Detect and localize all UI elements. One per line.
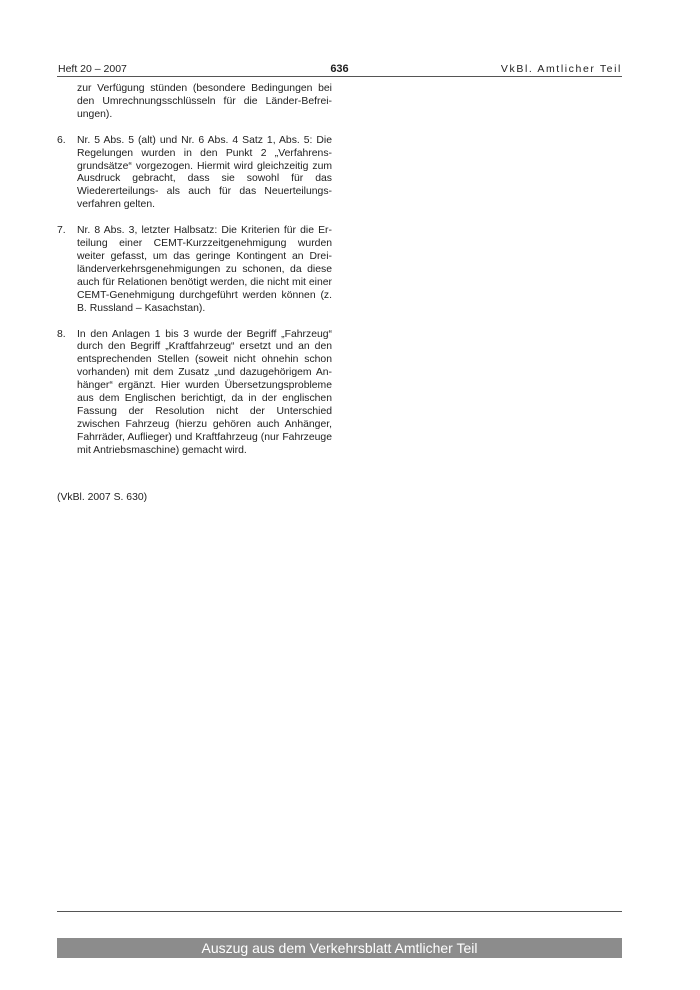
paragraph-continuation — [57, 83, 332, 122]
paragraph-number: 7. — [57, 225, 66, 237]
paragraph-text: zur Verfügung stünden (besondere Bedingungen bei den Umrechnungsschlüsseln für die Länder-Befreiungen). — [77, 83, 332, 120]
paragraph-text: Nr. 8 Abs. 3, letzter Halbsatz: Die Kriterien für die Erteilung einer CEMT-Kurzzeitgenehmigung wurden weiter gefasst, um das geringe Kontingent an Dreiländerverkehrsgenehmigungen zu schonen, da diese auch für Relationen benötigt werden, die nicht mit einer CEMT-Genehmigung durchgeführt werden können (z. B. Russland – Kasachstan). — [77, 225, 332, 314]
page-header — [57, 61, 622, 77]
footer-banner: Auszug aus dem Verkehrsblatt Amtlicher Teil — [57, 938, 622, 958]
paragraph-text: In den Anlagen 1 bis 3 wurde der Begriff „Fahrzeug“ durch den Begriff „Kraftfahrzeug“ ersetzt und an den entsprechenden Stellen (soweit nicht ohnehin schon vorhanden) mit dem Zusatz „und dazugehörigem Anhänger“ ergänzt. Hier wurden Übersetzungsprobleme aus dem Englischen berichtigt, da in der englischen Fassung der Resolution nicht der Unterschied zwischen Fahrzeug (hierzu gehören auch Anhänger, Fahrräder, Auflieger) und Kraftfahrzeug (nur Fahrzeuge mit Antriebsmaschine) gemacht wird. — [77, 328, 332, 456]
journal-title: VkBl. Amtlicher Teil — [500, 63, 622, 75]
paragraph-number: 8. — [57, 328, 66, 340]
list-item-8 — [57, 329, 332, 458]
list-item-6 — [57, 135, 332, 212]
paragraph-number: 6. — [57, 134, 66, 146]
page-number: 636 — [330, 63, 349, 75]
list-item-7 — [57, 225, 332, 315]
paragraph-text: Nr. 5 Abs. 5 (alt) und Nr. 6 Abs. 4 Satz 1, Abs. 5: Die Regelungen wurden in den Punkt 2 „Verfahrensgrundsätze“ vorgezogen. Hiermit wird gleichzeitig zum Ausdruck gebracht, dass sie sowohl für das Wiedererteilungs- als auch für das Neuerteilungsverfahren gelten. — [77, 134, 332, 211]
issue-label: Heft 20 – 2007 — [58, 63, 127, 75]
footer-divider — [57, 911, 622, 912]
citation: (VkBl. 2007 S. 630) — [57, 492, 148, 503]
header-divider — [57, 76, 622, 77]
text-column — [57, 83, 332, 458]
